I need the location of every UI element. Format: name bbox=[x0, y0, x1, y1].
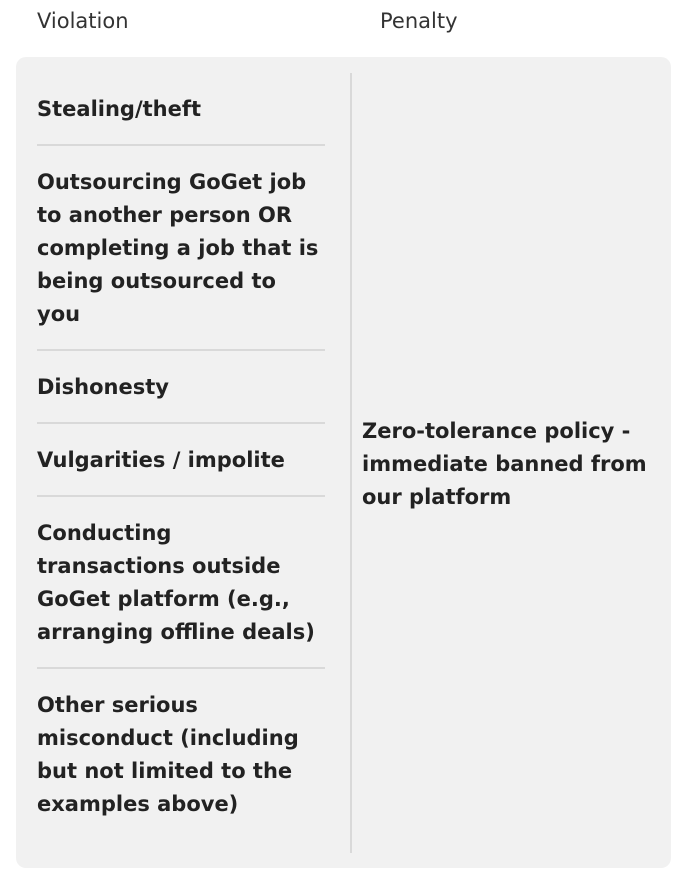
penalty-text: Zero-tolerance policy - immediate banned from our platform bbox=[362, 419, 647, 509]
table-header bbox=[0, 6, 690, 36]
violation-item-stealing: Stealing/theft bbox=[37, 73, 325, 146]
violation-item-outsourcing: Outsourcing GoGet job to another person OR completing a job that is being outsourced to you bbox=[37, 146, 325, 351]
column-divider bbox=[350, 73, 352, 853]
penalty-column-header: Penalty bbox=[380, 9, 458, 33]
violation-item-dishonesty: Dishonesty bbox=[37, 351, 325, 424]
violation-item-other-misconduct: Other serious misconduct (including but not limited to the examples above) bbox=[37, 693, 299, 816]
violation-column-header: Violation bbox=[37, 9, 129, 33]
violations-table-card bbox=[16, 57, 671, 868]
violations-list bbox=[37, 73, 325, 839]
violation-item-vulgarities: Vulgarities / impolite bbox=[37, 424, 325, 497]
violation-item-offline-transactions: Conducting transactions outside GoGet platform (e.g., arranging offline deals) bbox=[37, 497, 325, 669]
